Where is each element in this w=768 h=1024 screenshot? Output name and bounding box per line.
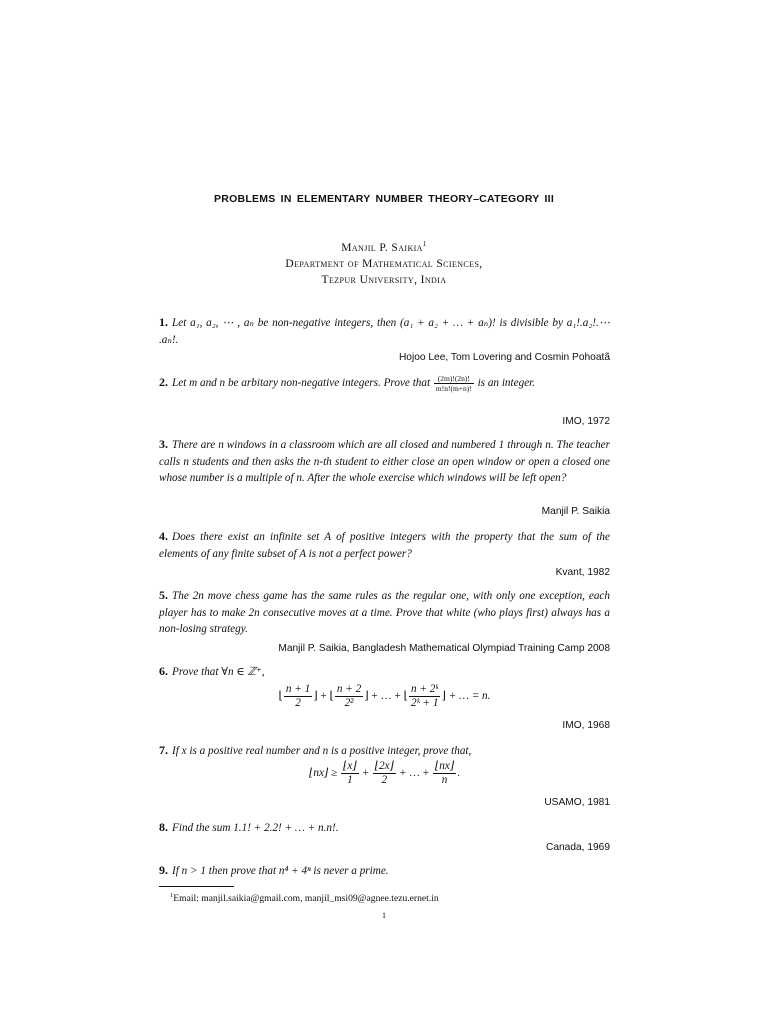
problem-number: 7. (159, 743, 168, 757)
problem-source: Kvant, 1982 (555, 567, 610, 578)
problem-source: Hojoo Lee, Tom Lovering and Cosmin Pohoatã (398, 352, 610, 363)
fraction: $\frac{(2m)!(2n)!}{m!n!(m+n)!}$ (435, 374, 472, 393)
fraction: $\frac{⌊x⌋}{1}$ (343, 760, 357, 786)
problem-7 (159, 742, 610, 760)
author-footnote-mark: 1 (422, 240, 427, 248)
fraction: $\frac{\text{n + 2ᵏ}}{\text{2ᵏ + 1}}$ (410, 683, 439, 709)
author-block (0, 236, 768, 288)
footnote: $^1$Email: manjil.saikia@gmail.com, manjil_msi09@agnee.tezu.ernet.in (170, 892, 439, 905)
problem-text-tail: is an integer. (477, 377, 536, 390)
problem-text: Find the sum 1.1! + 2.2! + … + n.n!. (172, 822, 339, 834)
problem-number: 9. (159, 863, 168, 877)
display-equation-6: ⌊ $\frac{n + 1}{2}$ ⌋ + ⌊ $\frac{n + 2}{\text{2²}}$ ⌋ + … + ⌊ $\frac{\text{n + 2ᵏ}}{\text{2ᵏ + 1}}$ ⌋ + … = n. (278, 683, 491, 709)
author-name: Manjil P. Saikia$^1$ (341, 240, 427, 254)
problem-4 (159, 528, 610, 562)
problem-number: 2. (159, 375, 168, 390)
problem-number: 1. (159, 315, 168, 329)
problem-text: If n > 1 then prove that n⁴ + 4ⁿ is never a prime. (172, 865, 389, 877)
problem-8 (159, 819, 610, 837)
problem-text: If x is a positive real number and n is a positive integer, prove that, (172, 745, 472, 757)
author-university: Tezpur University, India (321, 273, 447, 286)
fraction: $\frac{⌊nx⌋}{n}$ (434, 760, 455, 786)
author-department: Department of Mathematical Sciences, (285, 257, 483, 270)
problem-number: 8. (159, 820, 168, 834)
paper-title: PROBLEMS IN ELEMENTARY NUMBER THEORY–CATEGORY III (214, 193, 554, 205)
problem-6 (159, 663, 610, 681)
display-equation-7: ⌊nx⌋ ≥ $\frac{⌊x⌋}{1}$ + $\frac{⌊2x⌋}{2}$ + … + $\frac{⌊nx⌋}{n}$ . (308, 760, 461, 786)
problem-9 (159, 862, 610, 880)
problem-source: Manjil P. Saikia (541, 506, 610, 517)
fraction: $\frac{⌊2x⌋}{2}$ (374, 760, 394, 786)
problem-source: IMO, 1968 (562, 720, 610, 731)
problem-number: 4. (159, 529, 168, 543)
problem-source: Manjil P. Saikia, Bangladesh Mathematical Olympiad Training Camp 2008 (278, 643, 610, 654)
problem-source: USAMO, 1981 (544, 797, 610, 808)
problem-text: The 2n move chess game has the same rules as the regular one, with only one exception, each player has to make 2n consecutive moves at a time. Prove that white (who plays first) always has a non-losing strategy. (159, 590, 610, 635)
problem-number: 3. (159, 437, 168, 451)
problem-number: 5. (159, 588, 168, 602)
fraction: $\frac{n + 1}{2}$ (285, 683, 311, 709)
problem-2 (159, 374, 610, 393)
fraction: $\frac{n + 2}{\text{2²}}$ (336, 683, 362, 709)
problem-number: 6. (159, 664, 168, 678)
problem-text: Let a₁, a₂, ⋯ , aₙ be non-negative integers, then (a₁ + a₂ + … + aₙ)! is divisible by a₁!.a₂!.⋯ .aₙ!. (159, 317, 610, 346)
problem-source: Canada, 1969 (545, 842, 610, 853)
problem-source: IMO, 1972 (562, 416, 610, 427)
page-number: 1 (381, 910, 387, 920)
problem-text: Let m and n be arbitary non-negative integers. Prove that (172, 377, 431, 390)
problem-3 (159, 436, 610, 487)
footnote-rule (159, 886, 234, 887)
problem-text: There are n windows in a classroom which are all closed and numbered 1 through n. The teacher calls n students and then asks the n-th student to either close an open window or open a closed one whose number is a multiple of n. After the whole exercise which windows will be left open? (159, 439, 610, 484)
problem-5 (159, 587, 610, 638)
problem-text: Does there exist an infinite set A of positive integers with the property that the sum of the elements of any finite subset of A is not a perfect power? (159, 531, 610, 560)
problem-1 (159, 314, 610, 348)
problem-text: Prove that ∀n ∈ ℤ⁺, (172, 666, 265, 678)
